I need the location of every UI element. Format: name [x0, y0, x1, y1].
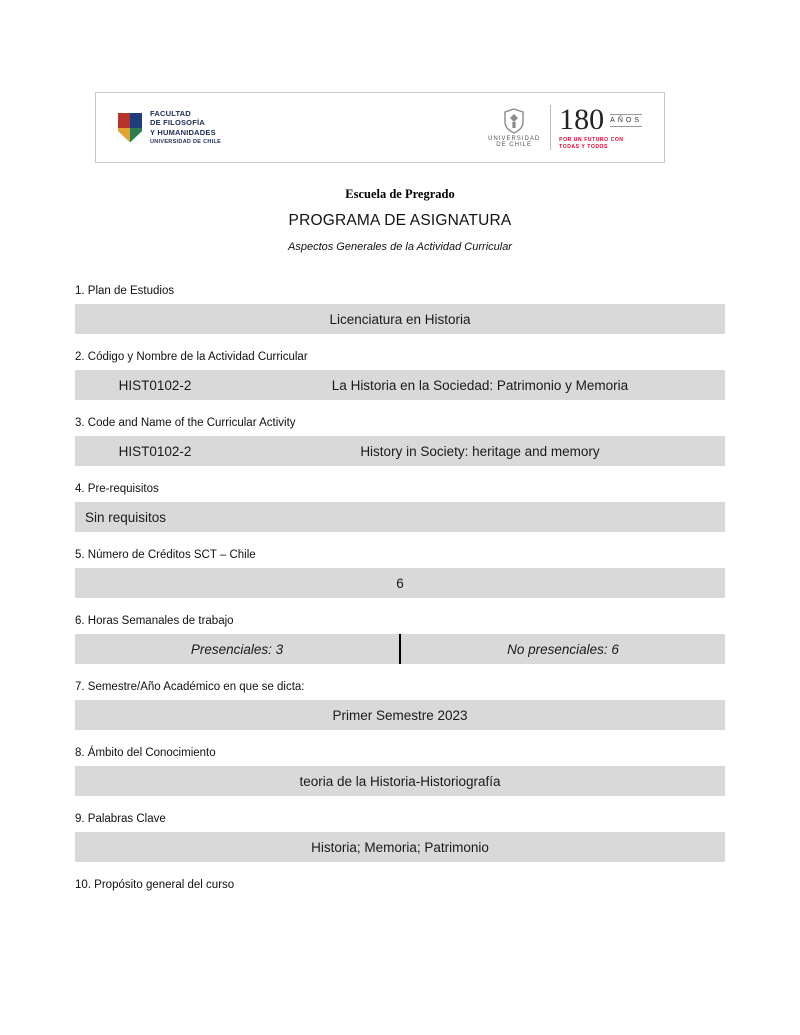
field-palabras-clave [75, 813, 725, 862]
universidad-crest-icon [503, 108, 525, 134]
facultad-logo-text [150, 109, 221, 146]
field-value-bar [75, 370, 725, 400]
facultad-logo [118, 109, 221, 146]
field-label: 5. Número de Créditos SCT – Chile [75, 549, 256, 561]
field-label: 3. Code and Name of the Curricular Activity [75, 417, 296, 429]
field-ambito-conocimiento [75, 747, 725, 796]
field-plan-de-estudios [75, 285, 725, 334]
y180-block [550, 105, 642, 150]
field-value: teoria de la Historia-Historiografía [299, 773, 501, 789]
field-label: 10. Propósito general del curso [75, 879, 235, 891]
de-chile-label: DE CHILE [496, 141, 532, 148]
field-label: 2. Código y Nombre de la Actividad Curricular [75, 351, 308, 363]
universidad-180-logo [488, 105, 642, 150]
field-label: 4. Pre-requisitos [75, 483, 159, 495]
page-subtitle: Aspectos Generales de la Actividad Curricular [288, 241, 512, 253]
y180-number: 180 [559, 103, 605, 136]
field-codigo-nombre [75, 351, 725, 400]
field-label: 7. Semestre/Año Académico en que se dicta: [75, 681, 305, 693]
field-code-name-english [75, 417, 725, 466]
universidad-crest-block [488, 108, 540, 148]
field-label: 9. Palabras Clave [75, 813, 166, 825]
field-proposito-general [75, 879, 725, 891]
field-horas-semanales [75, 615, 725, 664]
page-title: PROGRAMA DE ASIGNATURA [288, 212, 512, 229]
field-value: Historia; Memoria; Patrimonio [311, 839, 489, 855]
school-title: Escuela de Pregrado [345, 187, 455, 201]
facultad-text-line: FACULTAD [150, 109, 191, 118]
field-value: Primer Semestre 2023 [332, 707, 468, 723]
field-label: 1. Plan de Estudios [75, 285, 175, 297]
title-block [0, 187, 800, 253]
field-value-bar [75, 766, 725, 796]
course-name-english: History in Society: heritage and memory [360, 443, 600, 459]
field-value-bar [75, 436, 725, 466]
y180-slogan-line2: TODAS Y TODOS [559, 143, 608, 150]
header-logo-box [95, 92, 665, 163]
field-value-bar [75, 832, 725, 862]
universidad-label: UNIVERSIDAD [488, 135, 541, 142]
field-value-bar [75, 304, 725, 334]
y180-slogan-line1: POR UN FUTURO CON [559, 137, 624, 143]
field-value-bar [75, 634, 725, 664]
horas-presenciales: Presenciales: 3 [190, 641, 284, 657]
field-creditos-sct [75, 549, 725, 598]
y180-top [559, 105, 642, 135]
facultad-shield-icon [118, 113, 142, 143]
field-value-bar [75, 568, 725, 598]
field-value: Licenciatura en Historia [329, 311, 471, 327]
field-label: 8. Ámbito del Conocimiento [75, 747, 216, 759]
fields-section [75, 285, 725, 898]
field-value: 6 [396, 575, 404, 591]
course-name: La Historia en la Sociedad: Patrimonio y Memoria [331, 377, 629, 393]
field-semestre [75, 681, 725, 730]
course-code: HIST0102-2 [118, 377, 192, 393]
y180-anos-label: AÑOS [610, 114, 642, 127]
field-value-bar [75, 502, 725, 532]
field-value: Sin requisitos [85, 509, 167, 525]
field-value-bar [75, 700, 725, 730]
y180-slogan [559, 137, 623, 150]
facultad-text-line: Y HUMANIDADES [150, 127, 216, 137]
field-prerequisitos [75, 483, 725, 532]
field-label: 6. Horas Semanales de trabajo [75, 615, 234, 627]
facultad-text-sub: UNIVERSIDAD DE CHILE [150, 139, 222, 146]
course-code: HIST0102-2 [118, 443, 192, 459]
facultad-text-line: DE FILOSOFÍA [150, 118, 205, 128]
horas-no-presenciales: No presenciales: 6 [507, 641, 619, 657]
